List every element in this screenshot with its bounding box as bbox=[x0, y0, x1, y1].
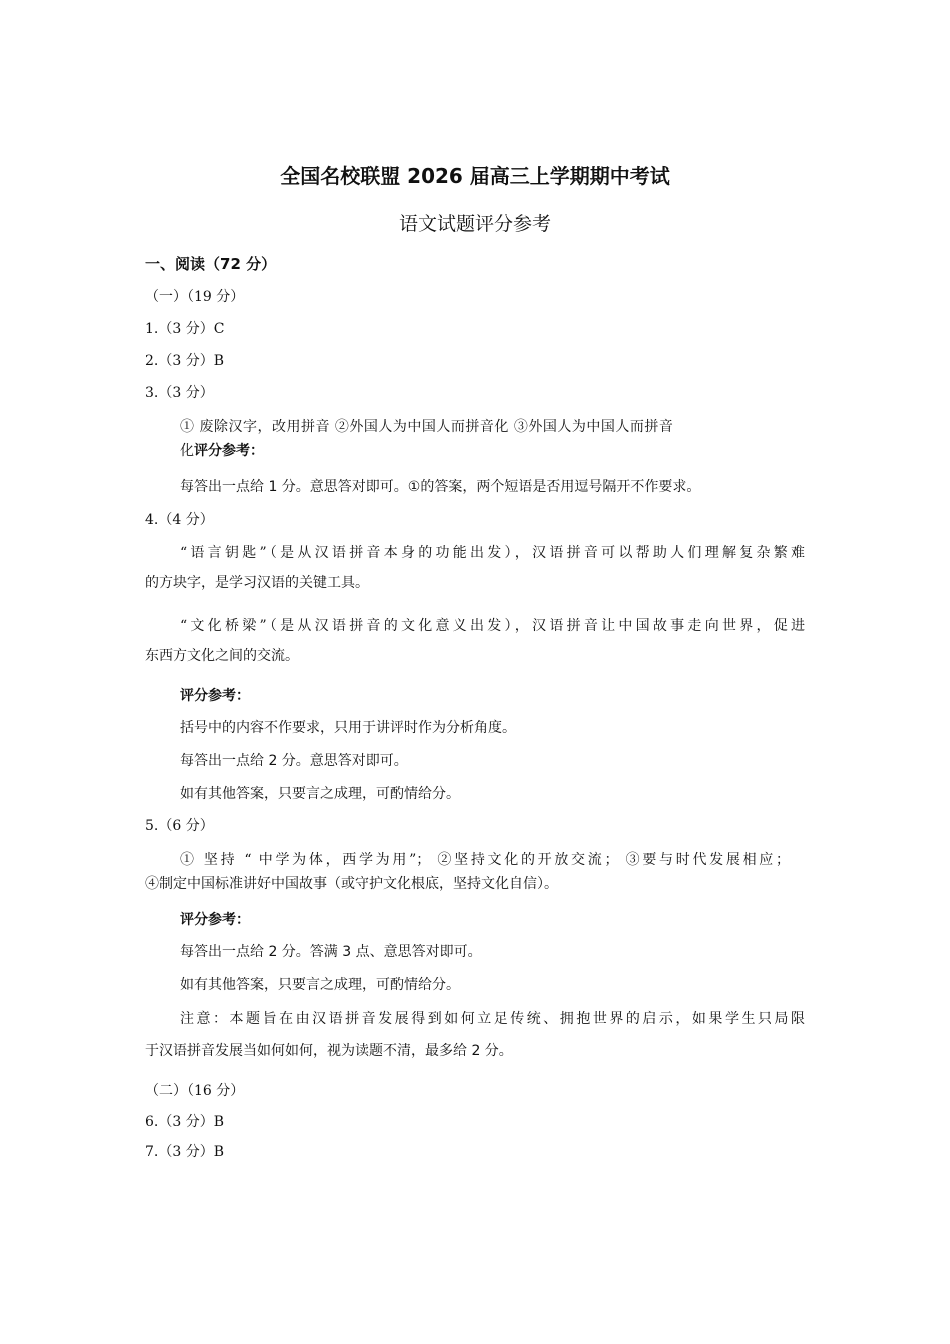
question-5-scoring-label: 评分参考： bbox=[180, 912, 250, 928]
question-4-scoring-3: 如有其他答案，只要言之成理，可酌情给分。 bbox=[180, 786, 460, 802]
section-heading-reading: 一、阅读（72 分） bbox=[145, 255, 277, 273]
question-5-answer-line-2: ④制定中国标准讲好中国故事（或守护文化根底，坚持文化自信）。 bbox=[145, 876, 558, 892]
document-title: 全国名校联盟 2026 届高三上学期期中考试 bbox=[280, 164, 670, 188]
question-4-answer-1-line-2: 的方块字，是学习汉语的关键工具。 bbox=[145, 575, 369, 591]
question-3-label: 3.（3 分） bbox=[145, 385, 214, 401]
part-heading-1: （一）（19 分） bbox=[145, 289, 245, 305]
question-4-answer-2-line-1: “文化桥梁”（是从汉语拼音的文化意义出发），汉语拼音让中国故事走向世界，促进 bbox=[180, 618, 805, 634]
question-5-note-line-2: 于汉语拼音发展当如何如何，视为读题不清，最多给 2 分。 bbox=[145, 1043, 513, 1059]
question-5-label: 5.（6 分） bbox=[145, 818, 214, 834]
question-5-scoring-1: 每答出一点给 2 分。答满 3 点、意思答对即可。 bbox=[180, 944, 482, 960]
question-7-answer: 7.（3 分）B bbox=[145, 1144, 225, 1160]
question-6-answer: 6.（3 分）B bbox=[145, 1114, 225, 1130]
question-2-answer: 2.（3 分）B bbox=[145, 353, 225, 369]
question-4-scoring-1: 括号中的内容不作要求，只用于讲评时作为分析角度。 bbox=[180, 720, 516, 736]
question-5-note-line-1: 注意：本题旨在由汉语拼音发展得到如何立足传统、拥抱世界的启示，如果学生只局限 bbox=[180, 1011, 805, 1027]
question-3-scoring-label: 评分参考： bbox=[194, 443, 264, 459]
question-1-answer: 1.（3 分）C bbox=[145, 321, 225, 337]
question-5-scoring-2: 如有其他答案，只要言之成理，可酌情给分。 bbox=[180, 977, 460, 993]
question-4-answer-2-line-2: 东西方文化之间的交流。 bbox=[145, 648, 299, 664]
part-heading-2: （二）（16 分） bbox=[145, 1083, 245, 1099]
document-subtitle: 语文试题评分参考 bbox=[398, 213, 551, 235]
question-4-label: 4.（4 分） bbox=[145, 512, 214, 528]
question-4-answer-1-line-1: “语言钥匙”（是从汉语拼音本身的功能出发），汉语拼音可以帮助人们理解复杂繁难 bbox=[180, 545, 805, 561]
question-5-answer-line-1: ① 坚持 “ 中学为体，西学为用”； ②坚持文化的开放交流； ③要与时代发展相应； bbox=[180, 852, 790, 868]
question-3-scoring-text: 每答出一点给 1 分。意思答对即可。①的答案，两个短语是否用逗号隔开不作要求。 bbox=[180, 479, 701, 495]
question-3-answer-wrap: 化 bbox=[180, 443, 194, 459]
question-4-scoring-label: 评分参考： bbox=[180, 688, 250, 704]
question-3-answer-line: ① 废除汉字，改用拼音 ②外国人为中国人而拼音化 ③外国人为中国人而拼音 bbox=[180, 419, 674, 435]
question-4-scoring-2: 每答出一点给 2 分。意思答对即可。 bbox=[180, 753, 408, 769]
